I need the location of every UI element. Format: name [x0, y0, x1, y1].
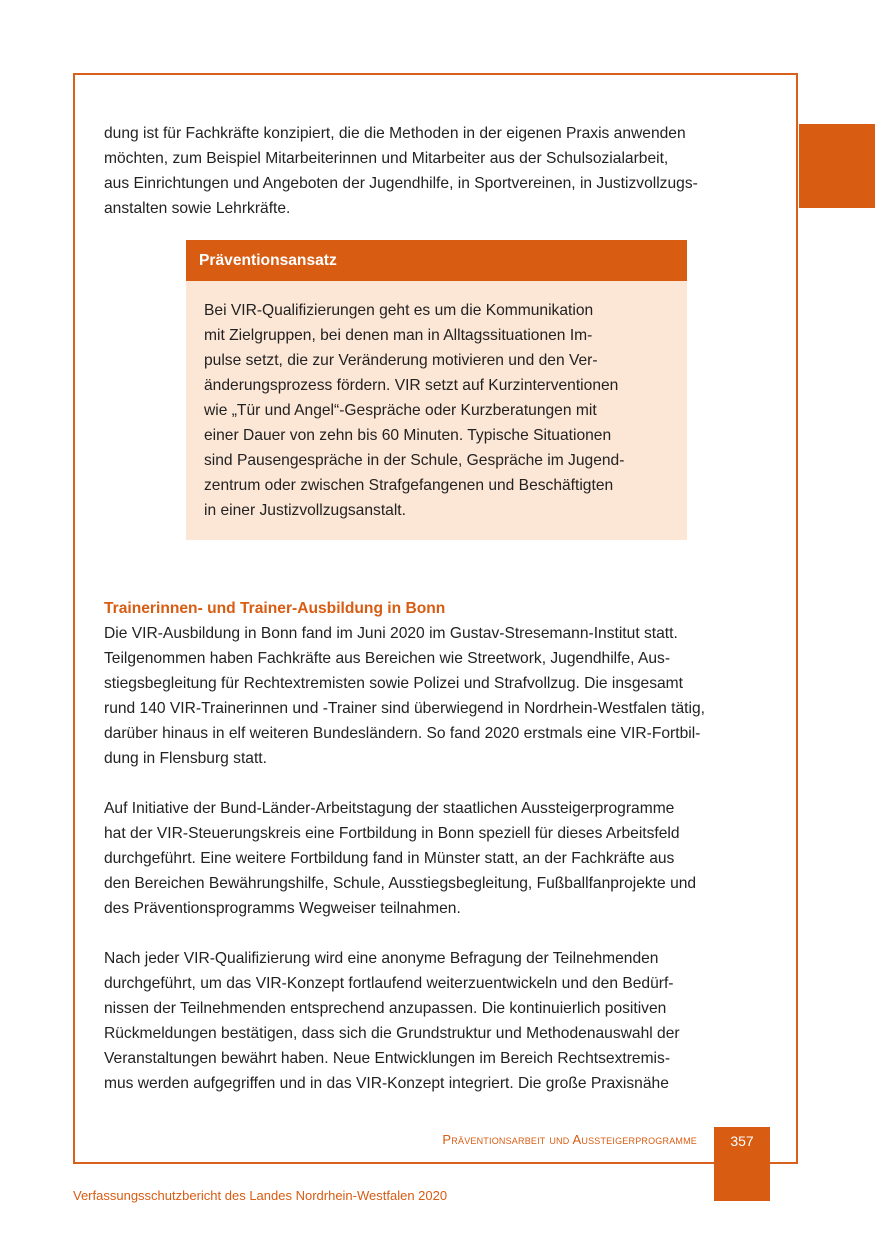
chapter-running-title: Präventionsarbeit und Aussteigerprogramme: [442, 1132, 697, 1147]
infobox-title: Präventionsansatz: [186, 240, 687, 281]
initiative-paragraph: Auf Initiative der Bund-Länder-Arbeitstagung der staatlichen Aussteigerprogramme hat der VIR-Steuerungskreis eine Fortbildung in Bonn speziell für dieses Arbeitsfeld durchgeführt. Eine weitere Fortbildung fand in Münster statt, an der Fachkräfte aus den Bereichen Bewährungshilfe, Schule, Ausstiegsbegleitung, Fußballfanprojekte und des Präventionsprogramms Wegweiser teilnahmen.: [104, 800, 697, 917]
bonn-paragraph: Die VIR-Ausbildung in Bonn fand im Juni 2020 im Gustav-Stresemann-Institut statt. Teilgenommen haben Fachkräfte aus Bereichen wie Streetwork, Jugendhilfe, Aus- stiegsbegleitung für Rechtextremisten sowie Polizei und Strafvollzug. Die insgesamt rund 140 VIR-Trainerinnen und -Trainer sind überwiegend in Nordrhein-Westfalen tätig, darüber hinaus in elf weiteren Bundesländern. So fand 2020 erstmals eine VIR-Fortbil- dung in Flensburg statt.: [104, 625, 705, 767]
chapter-side-tab: [799, 124, 875, 208]
section-heading: Trainerinnen- und Trainer-Ausbildung in Bonn: [104, 600, 446, 617]
infobox-body: Bei VIR-Qualifizierungen geht es um die Kommunikation mit Zielgruppen, bei denen man in Alltagssituationen Im- pulse setzt, die zur Veränderung motivieren und den Ver- änderungsprozess fördern. VIR setzt auf Kurzinterventionen wie „Tür und Angel“-Gespräche oder Kurzberatungen mit einer Dauer von zehn bis 60 Minuten. Typische Situationen sind Pausengespräche in der Schule, Gespräche im Jugend- zentrum oder zwischen Strafgefangenen und Beschäftigten in einer Justizvollzugsanstalt.: [204, 302, 625, 519]
survey-paragraph: Nach jeder VIR-Qualifizierung wird eine anonyme Befragung der Teilnehmenden durchgeführt, um das VIR-Konzept fortlaufend weiterzuentwickeln und den Bedürf- nissen der Teilnehmenden entsprechend anzupassen. Die kontinuierlich positiven Rückmeldungen bestätigen, dass sich die Grundstruktur und Methodenauswahl der Veranstaltungen bewährt haben. Neue Entwicklungen im Bereich Rechtsextremis- mus werden aufgegriffen und in das VIR-Konzept integriert. Die große Praxisnähe: [104, 950, 680, 1092]
page-number-tab: [714, 1127, 770, 1201]
page-number: 357: [730, 1133, 754, 1149]
prevention-infobox: [186, 240, 687, 540]
publication-footer: Verfassungsschutzbericht des Landes Nordrhein-Westfalen 2020: [73, 1188, 448, 1203]
intro-paragraph: dung ist für Fachkräfte konzipiert, die die Methoden in der eigenen Praxis anwenden möchten, zum Beispiel Mitarbeiterinnen und Mitarbeiter aus der Schulsozialarbeit, aus Einrichtungen und Angeboten der Jugendhilfe, in Sportvereinen, in Justizvollzugs- anstalten sowie Lehrkräfte.: [104, 125, 698, 217]
